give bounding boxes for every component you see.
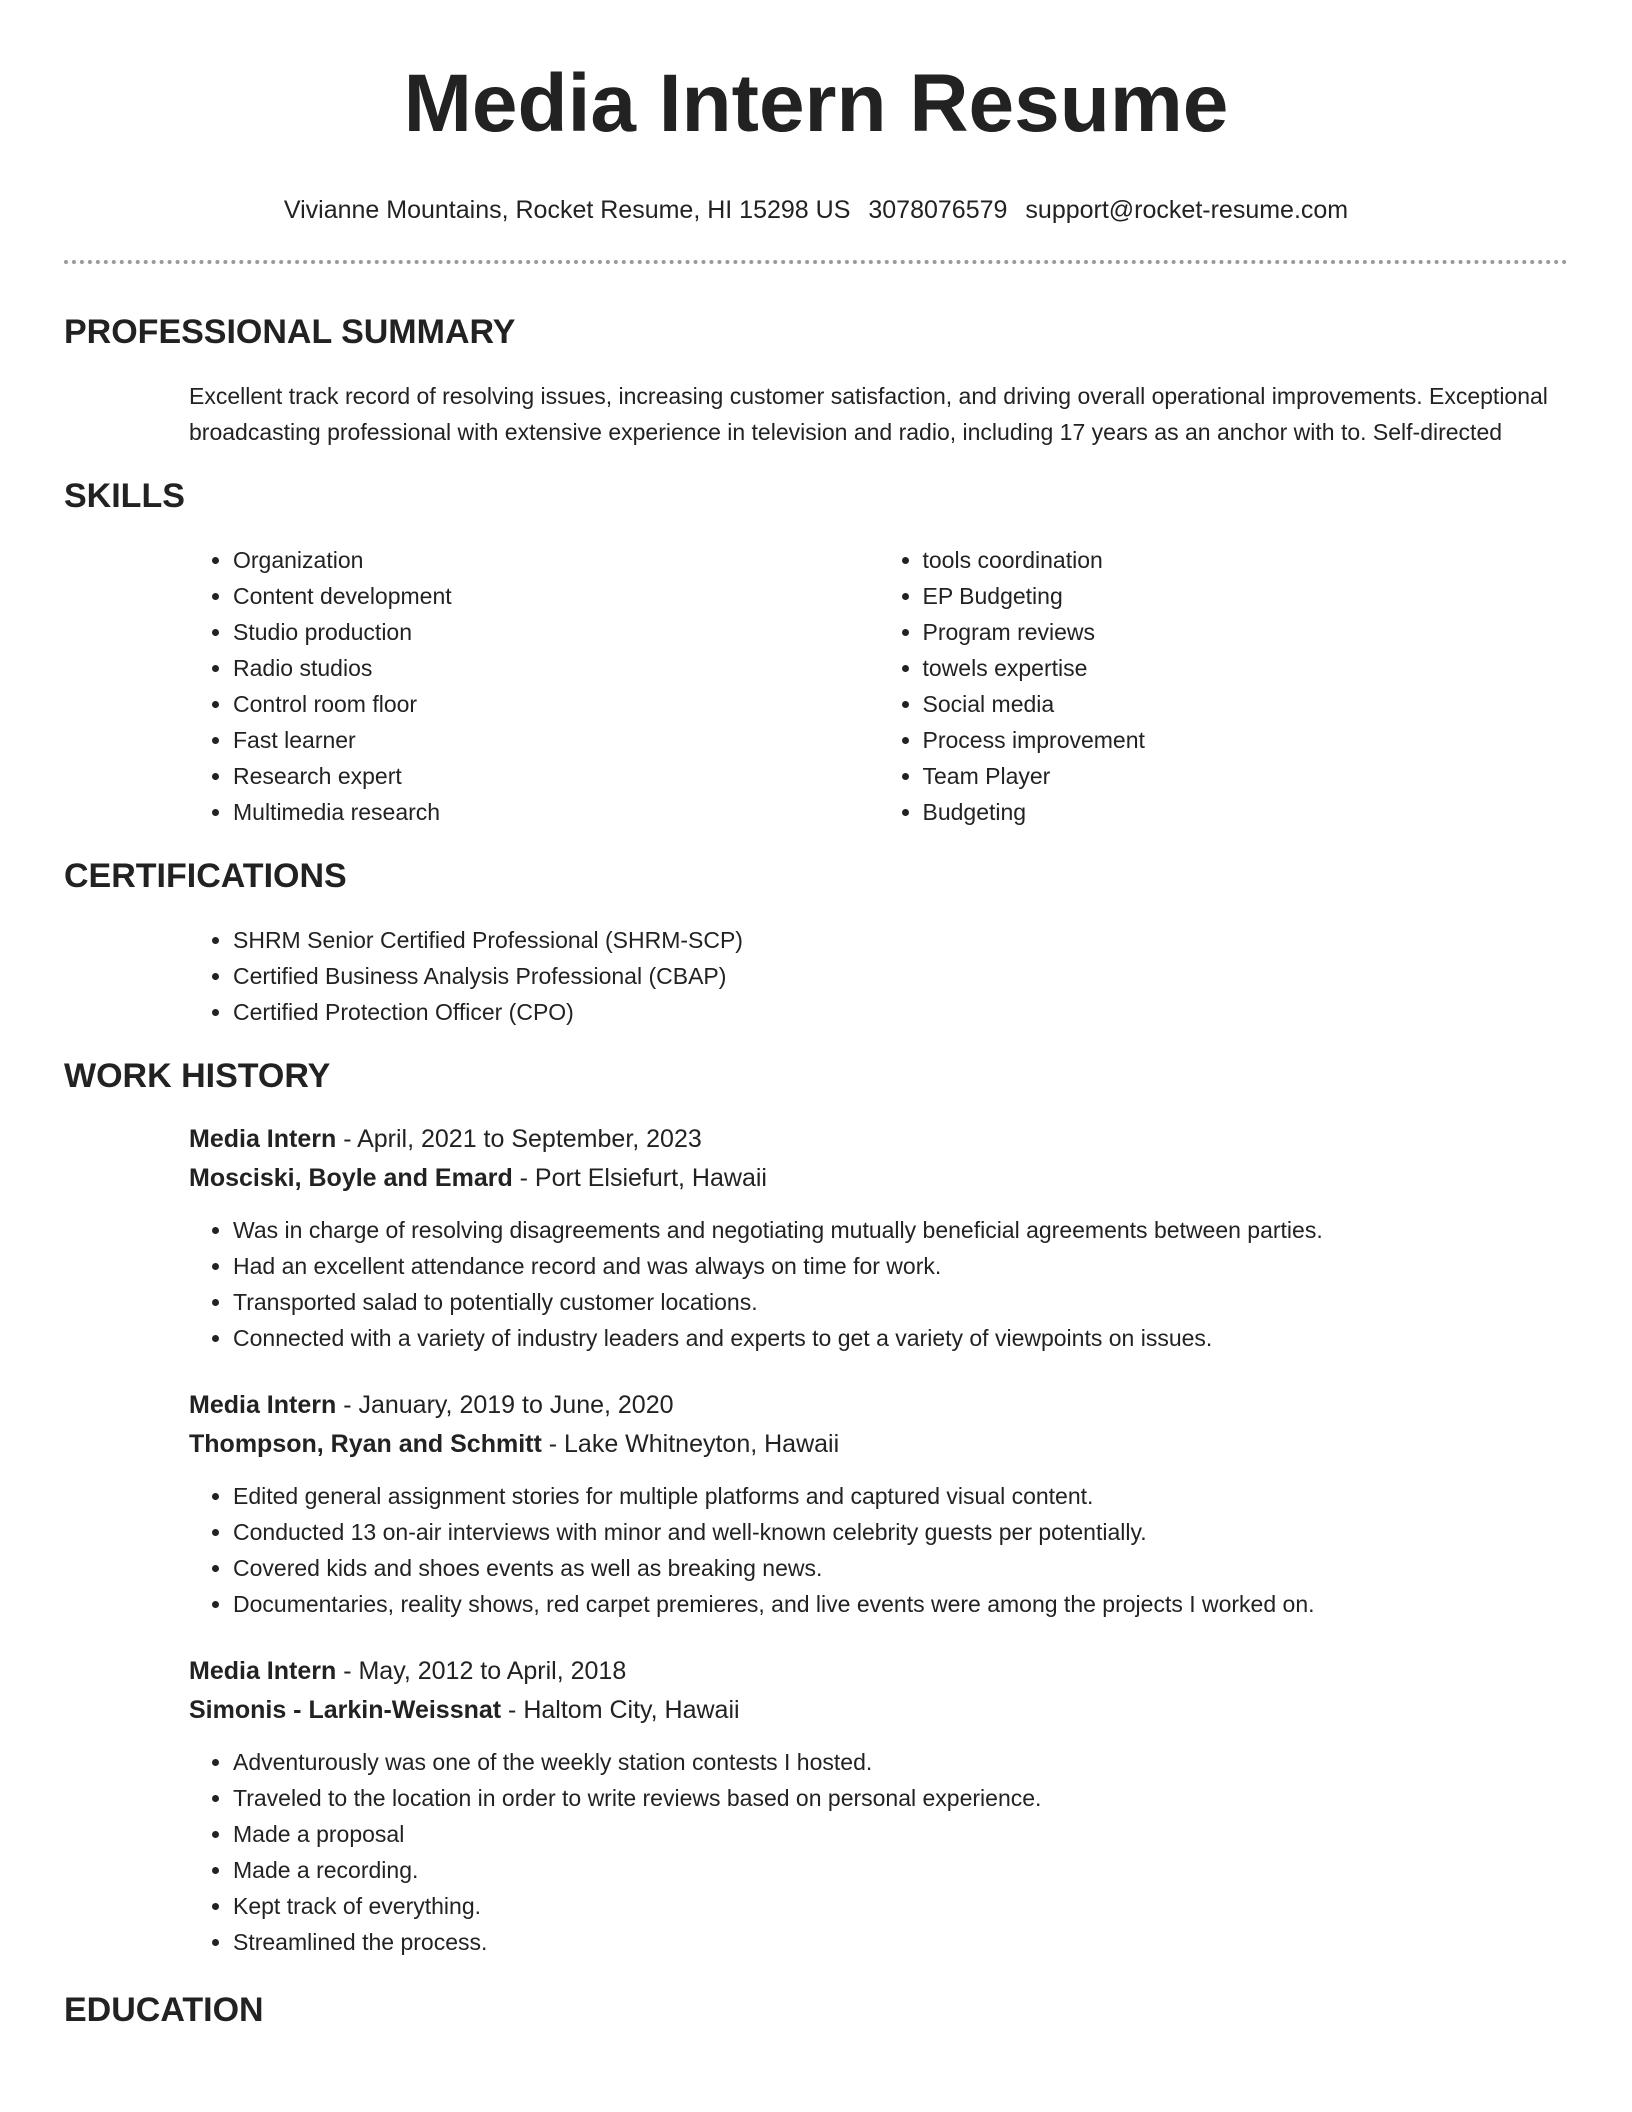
contact-line — [0, 194, 1632, 226]
job-bullets — [189, 1478, 1568, 1622]
page-title: Media Intern Resume — [403, 58, 1229, 149]
list-item: • Streamlined the process. — [233, 1924, 1568, 1960]
job-dates: - April, 2021 to September, 2023 — [336, 1125, 702, 1153]
job-dates: - May, 2012 to April, 2018 — [336, 1657, 627, 1685]
list-item: • Adventurously was one of the weekly station contests I hosted. — [233, 1744, 1568, 1780]
job-role: Media Intern — [189, 1125, 337, 1153]
list-item: • Documentaries, reality shows, red carpet premieres, and live events were among the projects I worked on. — [233, 1586, 1568, 1622]
job-location: - Lake Whitneyton, Hawaii — [541, 1430, 840, 1458]
list-item: • Process improvement — [923, 722, 1569, 758]
list-item: • Certified Business Analysis Professional (CBAP) — [233, 958, 1568, 994]
contact-address: Vivianne Mountains, Rocket Resume, HI 15298 US — [283, 196, 851, 224]
list-item: • Covered kids and shoes events as well as breaking news. — [233, 1550, 1568, 1586]
summary-text: Excellent track record of resolving issues, increasing customer satisfaction, and driving overall operational improvements. Exceptional broadcasting professional with extensive experience in television and radio, including 17 years as an anchor with to. Self-directed — [189, 383, 1548, 445]
summary-section — [64, 310, 1568, 450]
job-bullets — [189, 1212, 1568, 1356]
job-company: Thompson, Ryan and Schmitt — [189, 1430, 542, 1458]
contact-phone: 3078076579 — [868, 196, 1008, 224]
list-item: • towels expertise — [923, 650, 1569, 686]
list-item: • Studio production — [233, 614, 879, 650]
job-title-line — [189, 1386, 1568, 1425]
list-item: • Transported salad to potentially customer locations. — [233, 1284, 1568, 1320]
job-dates: - January, 2019 to June, 2020 — [336, 1391, 674, 1419]
job-role: Media Intern — [189, 1391, 337, 1419]
job-company-line — [189, 1159, 1568, 1198]
job-entry — [189, 1120, 1568, 1356]
job-role: Media Intern — [189, 1657, 337, 1685]
job-company-line — [189, 1691, 1568, 1730]
job-title-line — [189, 1652, 1568, 1691]
skills-list-right — [879, 542, 1569, 830]
education-title: EDUCATION — [64, 1991, 264, 2029]
list-item: • Organization — [233, 542, 879, 578]
list-item: • Radio studios — [233, 650, 879, 686]
list-item: • Traveled to the location in order to write reviews based on personal experience. — [233, 1780, 1568, 1816]
summary-title: PROFESSIONAL SUMMARY — [64, 313, 516, 351]
list-item: • Made a recording. — [233, 1852, 1568, 1888]
job-entry — [189, 1386, 1568, 1622]
certifications-title: CERTIFICATIONS — [64, 857, 347, 895]
skills-list-left — [189, 542, 879, 830]
list-item: • Certified Protection Officer (CPO) — [233, 994, 1568, 1030]
education-section — [64, 1988, 1568, 2032]
job-location: - Port Elsiefurt, Hawaii — [512, 1164, 767, 1192]
list-item: • Content development — [233, 578, 879, 614]
list-item: • Research expert — [233, 758, 879, 794]
list-item: • Program reviews — [923, 614, 1569, 650]
list-item: • Connected with a variety of industry leaders and experts to get a variety of viewpoints on issues. — [233, 1320, 1568, 1356]
list-item: • tools coordination — [923, 542, 1569, 578]
list-item: • Kept track of everything. — [233, 1888, 1568, 1924]
list-item: • SHRM Senior Certified Professional (SHRM-SCP) — [233, 922, 1568, 958]
list-item: • Had an excellent attendance record and was always on time for work. — [233, 1248, 1568, 1284]
work-history-title: WORK HISTORY — [64, 1057, 331, 1095]
skills-section — [64, 474, 1568, 830]
job-title-line — [189, 1120, 1568, 1159]
job-location: - Haltom City, Hawaii — [501, 1696, 740, 1724]
job-bullets — [189, 1744, 1568, 1960]
list-item: • Control room floor — [233, 686, 879, 722]
skills-grid — [189, 542, 1568, 830]
list-item: • Conducted 13 on-air interviews with minor and well-known celebrity guests per potentially. — [233, 1514, 1568, 1550]
job-entry — [189, 1652, 1568, 1960]
certifications-list — [189, 922, 1568, 1030]
work-history-section — [64, 1054, 1568, 1960]
resume-header — [0, 0, 1632, 226]
list-item: • EP Budgeting — [923, 578, 1569, 614]
list-item: • Was in charge of resolving disagreements and negotiating mutually beneficial agreements between parties. — [233, 1212, 1568, 1248]
list-item: • Budgeting — [923, 794, 1569, 830]
skills-title: SKILLS — [64, 477, 185, 515]
job-company: Mosciski, Boyle and Emard — [189, 1164, 513, 1192]
certifications-section — [64, 854, 1568, 1030]
contact-email: support@rocket-resume.com — [1025, 196, 1349, 224]
job-company: Simonis - Larkin-Weissnat — [189, 1696, 502, 1724]
header-divider — [64, 260, 1568, 264]
list-item: • Made a proposal — [233, 1816, 1568, 1852]
job-company-line — [189, 1425, 1568, 1464]
list-item: • Social media — [923, 686, 1569, 722]
list-item: • Team Player — [923, 758, 1569, 794]
list-item: • Fast learner — [233, 722, 879, 758]
list-item: • Multimedia research — [233, 794, 879, 830]
list-item: • Edited general assignment stories for multiple platforms and captured visual content. — [233, 1478, 1568, 1514]
